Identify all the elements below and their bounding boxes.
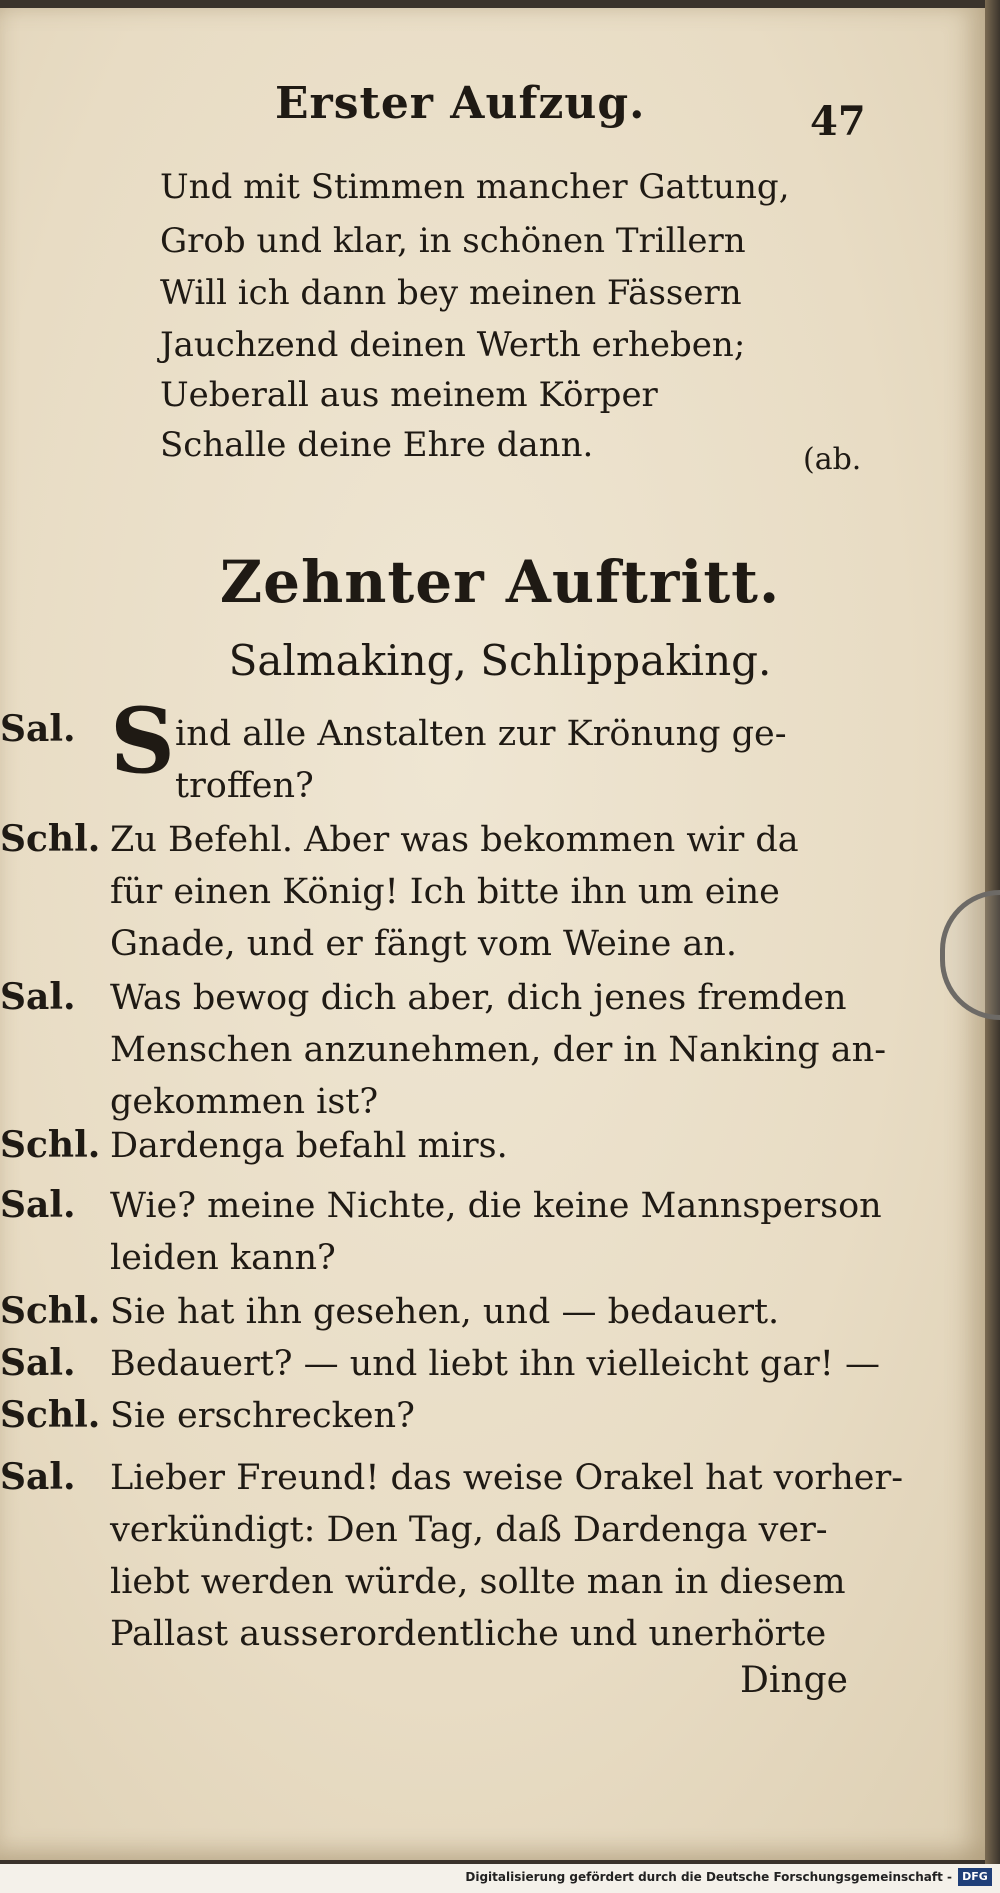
- dialogue-line: Pallast ausserordentliche und unerhörte: [110, 1614, 827, 1654]
- running-head: Erster Aufzug.: [275, 78, 646, 129]
- dialogue-line: Dardenga befahl mirs.: [110, 1126, 508, 1166]
- verse-line: Schalle deine Ehre dann.: [160, 425, 594, 465]
- dialogue-line: Menschen anzunehmen, der in Nanking an-: [110, 1030, 887, 1070]
- speaker-label: Sal.: [0, 708, 76, 750]
- speaker-label: Sal.: [0, 1342, 76, 1384]
- dialogue-line: Wie? meine Nichte, die keine Mannsperson: [110, 1186, 882, 1226]
- verse-line: Jauchzend deinen Werth erheben;: [160, 325, 746, 365]
- dialogue-line: Sie hat ihn gesehen, und — bedauert.: [110, 1292, 780, 1332]
- dialogue-line: Was bewog dich aber, dich jenes fremden: [110, 978, 847, 1018]
- verse-line: Grob und klar, in schönen Trillern: [160, 221, 746, 261]
- verse-line: Und mit Stimmen mancher Gattung,: [160, 167, 790, 207]
- speaker-label: Schl.: [0, 818, 101, 860]
- dialogue-line: für einen König! Ich bitte ihn um eine: [110, 872, 780, 912]
- speaker-label: Schl.: [0, 1124, 101, 1166]
- dialogue-line: Sie erschrecken?: [110, 1396, 415, 1436]
- dialogue-line: troffen?: [175, 766, 314, 806]
- scene-title: Zehnter Auftritt.: [219, 548, 781, 616]
- dialogue-line: leiden kann?: [110, 1238, 336, 1278]
- page-number: 47: [810, 98, 866, 145]
- dialogue-line: gekommen ist?: [110, 1082, 379, 1122]
- dialogue-line: liebt werden würde, sollte man in diesem: [110, 1562, 846, 1602]
- verse-line: Ueberall aus meinem Körper: [160, 375, 658, 415]
- dialogue-line: Lieber Freund! das weise Orakel hat vorher-: [110, 1458, 904, 1498]
- speaker-label: Schl.: [0, 1290, 101, 1332]
- dialogue-line: verkündigt: Den Tag, daß Dardenga ver-: [110, 1510, 828, 1550]
- speaker-label: Schl.: [0, 1394, 101, 1436]
- speaker-label: Sal.: [0, 1456, 76, 1498]
- dialogue-line: Zu Befehl. Aber was bekommen wir da: [110, 820, 799, 860]
- speaker-label: Sal.: [0, 1184, 76, 1226]
- dropcap: S: [110, 688, 175, 794]
- footer-credit: Digitalisierung gefördert durch die Deutsche Forschungsgemeinschaft -: [465, 1870, 952, 1884]
- speaker-label: Sal.: [0, 976, 76, 1018]
- scene-characters: Salmaking, Schlippaking.: [228, 636, 772, 685]
- dialogue-line: Bedauert? — und liebt ihn vielleicht gar! —: [110, 1344, 880, 1384]
- stage-direction-exit: (ab.: [803, 442, 862, 477]
- verse-line: Will ich dann bey meinen Fässern: [160, 273, 742, 313]
- dfg-logo: DFG: [958, 1868, 992, 1886]
- catchword: Dinge: [740, 1660, 848, 1701]
- dialogue-line: ind alle Anstalten zur Krönung ge-: [175, 714, 787, 754]
- dialogue-line: Gnade, und er fängt vom Weine an.: [110, 924, 737, 964]
